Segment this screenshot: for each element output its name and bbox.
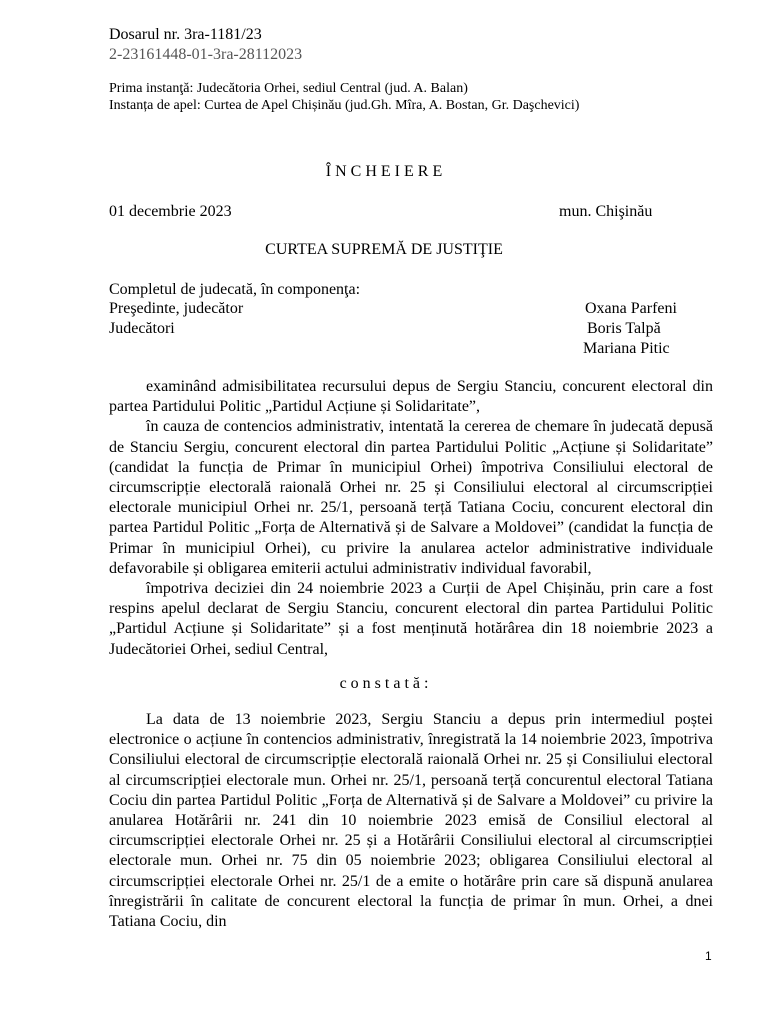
- document-title: Î N C H E I E R E: [325, 163, 443, 180]
- paragraph-examining: examinând admisibilitatea recursului depus de Sergiu Stanciu, concurent electoral din partea Partidului Politic „Partidul Acțiune și Solidaritate”,: [109, 378, 713, 416]
- paragraph-findings: La data de 13 noiembrie 2023, Sergiu Stanciu a depus prin intermediul poștei electronice o acțiune în contencios administrativ, înregistrată la 14 noiembrie 2023, împotriva Consiliului electoral de circumscripție electorală raională Orhei nr. 25 și Consiliului electoral al circumscripției electorale mun. Orhei nr. 25/1, persoană terță concurentul electoral Tatiana Cociu din partea Partidul Politic „Forța de Alternativă și de Salvare a Moldovei” cu privire la anularea Hotărârii nr. 241 din 10 noiembrie 2023 emisă de Consiliul electoral al circumscripției electorale Orhei nr. 25 și a Hotărârii Consiliului electoral al circumscripției electorale mun. Orhei nr. 75 din 05 noiembrie 2023; obligarea Consiliului electoral al circumscripției electorale Orhei nr. 25/1 de a emite o hotărâre prin care să dispună anularea înregistrării în calitate de concurent electoral la funcția de primar în mun. Orhei, a dnei Tatiana Cociu, din: [109, 711, 713, 931]
- court-name: CURTEA SUPREMĂ DE JUSTIŢIE: [265, 241, 503, 258]
- constata-heading: c o n s t a t ă :: [339, 675, 429, 692]
- paragraph-case: în cauza de contencios administrativ, intentată la cererea de chemare în judecată depusă de Stanciu Sergiu, concurent electoral din partea Partidului Politic „Acțiune și Solidaritate” (candidat la funcția de Primar în municipiul Orhei) împotriva Consiliului electoral de circumscripție electorală raională Orhei nr. 25 și Consiliului electoral al circumscripției electorale municipiul Orhei nr. 25/1, persoană terță Tatiana Cociu, concurent electoral din partea Partidul Politic „Forța de Alternativă și de Salvare a Moldovei” (candidat la funcția de Primar în municipiul Orhei), cu privire la anularea actelor administrative individuale defavorabile și obligarea emiterii actului administrativ individual favorabil,: [109, 418, 713, 577]
- case-code: 2-23161448-01-3ra-28112023: [109, 46, 303, 63]
- paragraph-against-decision: împotriva deciziei din 24 noiembrie 2023 a Curții de Apel Chișinău, prin care a fost respins apelul declarat de Sergiu Stanciu, concurent electoral din partea Partidului Politic „Partidul Acțiune și Solidaritate” și a fost menținută hotărârea din 18 noiembrie 2023 a Judecătoriei Orhei, sediul Central,: [109, 580, 713, 658]
- judge-name-2: Mariana Pitic: [583, 340, 670, 357]
- document-place: mun. Chişinău: [559, 203, 653, 220]
- first-instance-line: Prima instanţă: Judecătoria Orhei, sediul Central (jud. A. Balan): [109, 81, 468, 96]
- findings-block: [109, 710, 713, 932]
- page-number: 1: [705, 949, 712, 963]
- preamble-block: [109, 377, 713, 660]
- judges-role: Judecători: [109, 320, 175, 337]
- president-name: Oxana Parfeni: [585, 300, 677, 317]
- case-number: Dosarul nr. 3ra-1181/23: [109, 26, 262, 43]
- appeal-instance-line: Instanța de apel: Curtea de Apel Chișinău (jud.Gh. Mîra, A. Bostan, Gr. Daşchevici): [109, 98, 580, 113]
- president-role: Preşedinte, judecător: [109, 300, 244, 317]
- panel-intro: Completul de judecată, în componenţa:: [109, 281, 361, 298]
- judge-name-1: Boris Talpă: [587, 320, 661, 337]
- document-date: 01 decembrie 2023: [109, 203, 232, 220]
